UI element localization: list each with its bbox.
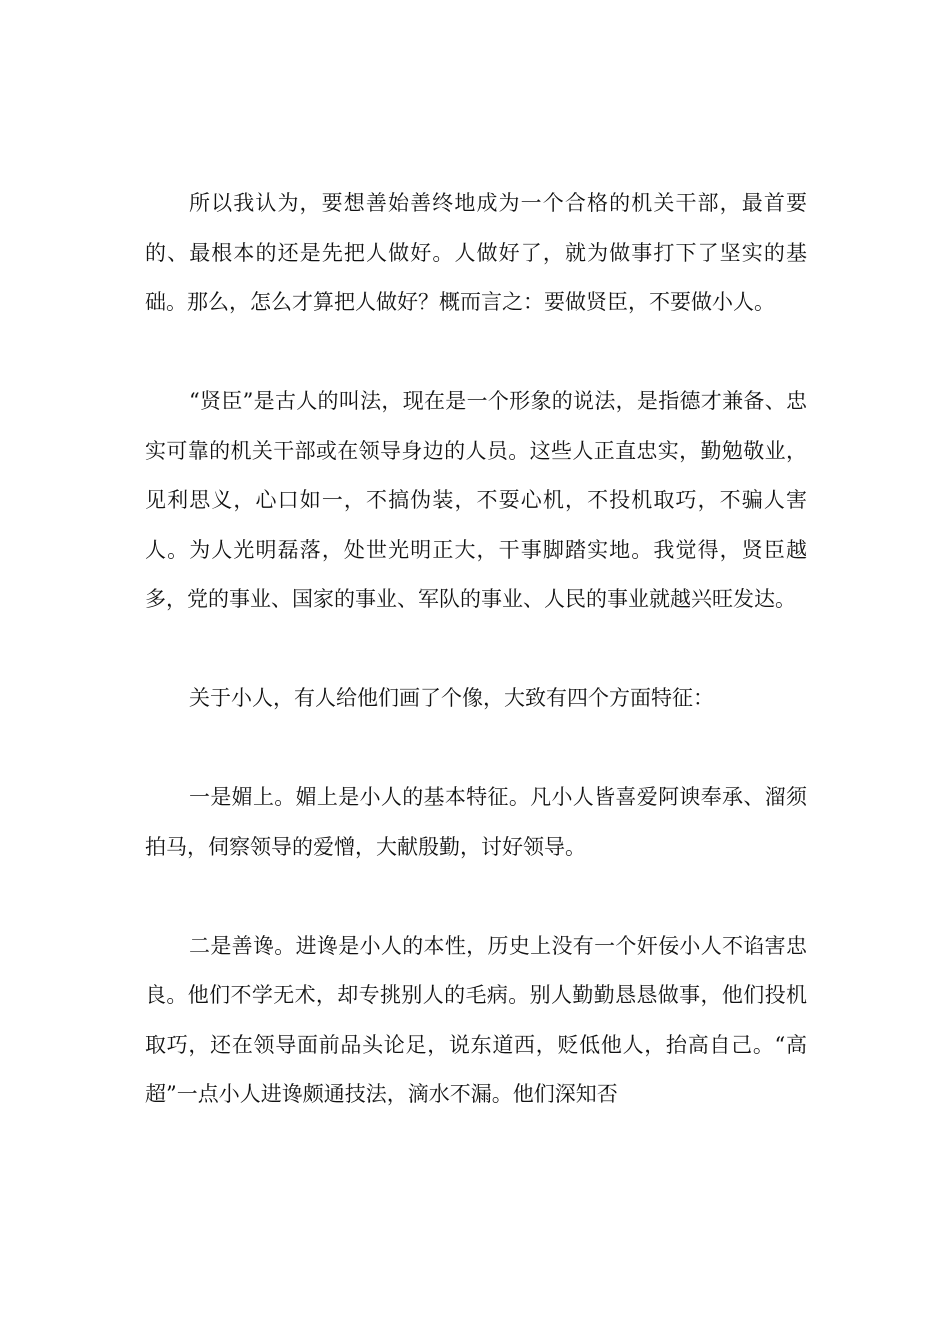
paragraph-trait-slander: 二是善谗。进谗是小人的本性，历史上没有一个奸佞小人不谄害忠良。他们不学无术，却专挑别人的毛病。别人勤勤恳恳做事，他们投机取巧，还在领导面前品头论足，说东道西，贬低他人，抬高自己。“高超”一点小人进谗颇通技法，滴水不漏。他们深知否 [145,933,807,1106]
paragraph-trait-flattery: 一是媚上。媚上是小人的基本特征。凡小人皆喜爱阿谀奉承、溜须拍马，伺察领导的爱憎，大献殷勤，讨好领导。 [145,785,807,859]
document-body [145,179,807,1120]
paragraph-virtuous-officials: “贤臣”是古人的叫法，现在是一个形象的说法，是指德才兼备、忠实可靠的机关干部或在领导身边的人员。这些人正直忠实，勤勉敬业，见利思义，心口如一，不搞伪装，不耍心机，不投机取巧，不骗人害人。为人光明磊落，处世光明正大，干事脚踏实地。我觉得，贤臣越多，党的事业、国家的事业、军队的事业、人民的事业就越兴旺发达。 [145,389,807,611]
paragraph-intro: 所以我认为，要想善始善终地成为一个合格的机关干部，最首要的、最根本的还是先把人做好。人做好了，就为做事打下了坚实的基础。那么，怎么才算把人做好？概而言之：要做贤臣，不要做小人。 [145,191,807,314]
paragraph-petty-people-intro: 关于小人，有人给他们画了个像，大致有四个方面特征： [189,686,714,710]
